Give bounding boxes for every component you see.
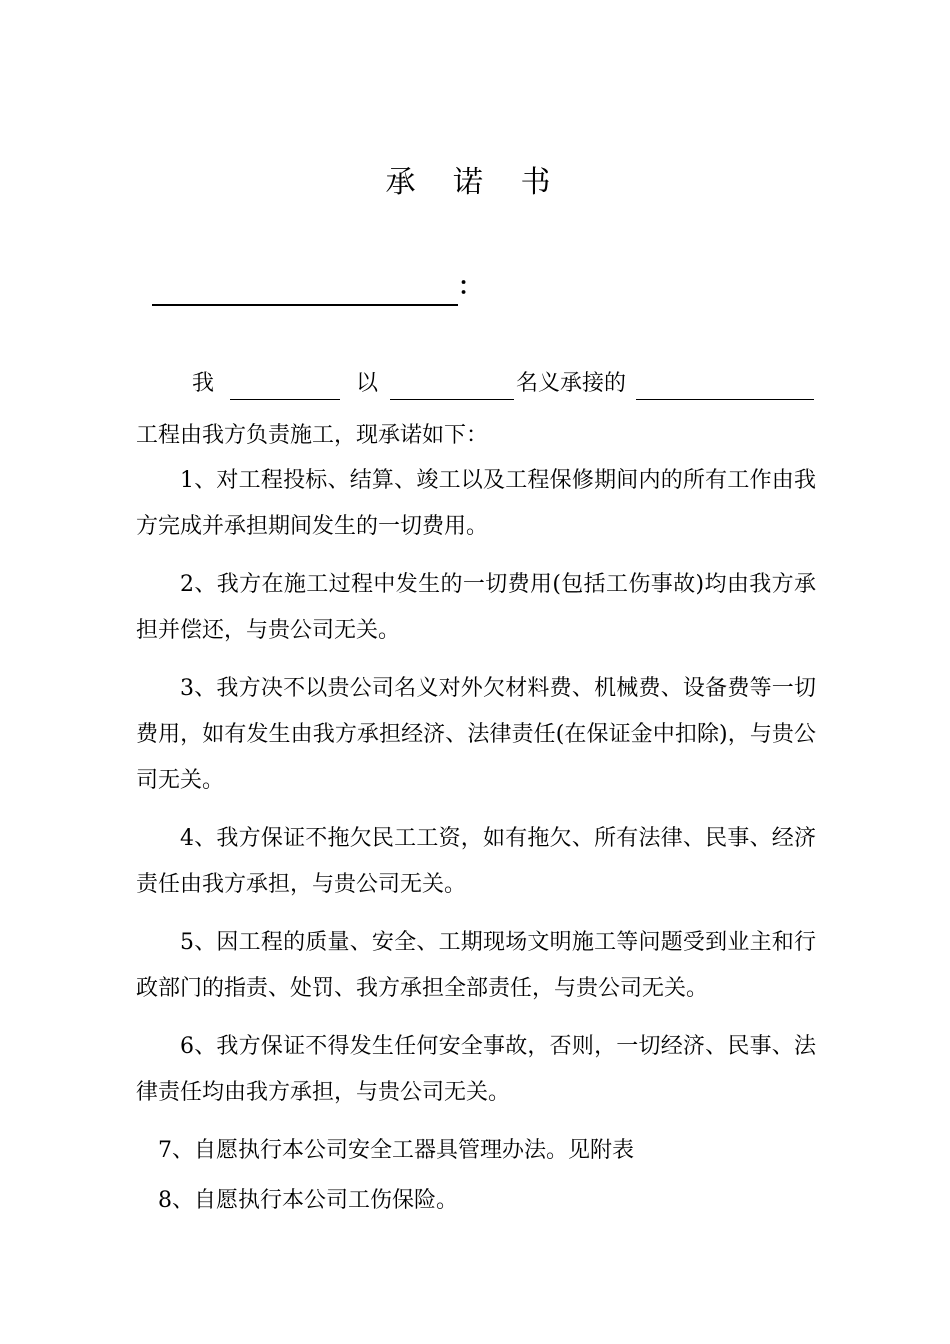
addressee-colon: ： [458, 271, 482, 300]
intro-line-2: 工程由我方负责施工，现承诺如下： [136, 423, 489, 448]
clause-item: 8、自愿执行本公司工伤保险。 [158, 1188, 458, 1213]
intro-paragraph [136, 366, 816, 454]
clause-list [136, 458, 816, 1224]
intro-text-1: 我 [192, 371, 215, 396]
name-blank-line [230, 399, 340, 400]
document-title: 承 诺 书 [385, 165, 565, 200]
clause-item: 1、对工程投标、结算、竣工以及工程保修期间内的所有工作由我方完成并承担期间发生的一切费用。 [136, 468, 816, 539]
clause-item: 5、因工程的质量、安全、工期现场文明施工等问题受到业主和行政部门的指责、处罚、我方承担全部责任，与贵公司无关。 [136, 930, 816, 1001]
addressee-blank-line [152, 304, 458, 306]
intro-text-2: 以 [356, 371, 379, 396]
clause-item: 2、我方在施工过程中发生的一切费用(包括工伤事故)均由我方承担并偿还，与贵公司无关。 [136, 572, 816, 643]
company-blank-line [390, 399, 514, 400]
intro-line-1 [136, 366, 816, 402]
clause-item: 6、我方保证不得发生任何安全事故，否则，一切经济、民事、法律责任均由我方承担，与贵公司无关。 [136, 1034, 816, 1105]
clause-item: 4、我方保证不拖欠民工工资，如有拖欠、所有法律、民事、经济责任由我方承担，与贵公司无关。 [136, 826, 816, 897]
intro-text-3: 名义承接的 [516, 371, 627, 396]
clause-item: 3、我方决不以贵公司名义对外欠材料费、机械费、设备费等一切费用，如有发生由我方承担经济、法律责任(在保证金中扣除)，与贵公司无关。 [136, 676, 816, 793]
clause-item: 7、自愿执行本公司安全工器具管理办法。见附表 [158, 1138, 634, 1163]
project-blank-line [636, 399, 814, 400]
